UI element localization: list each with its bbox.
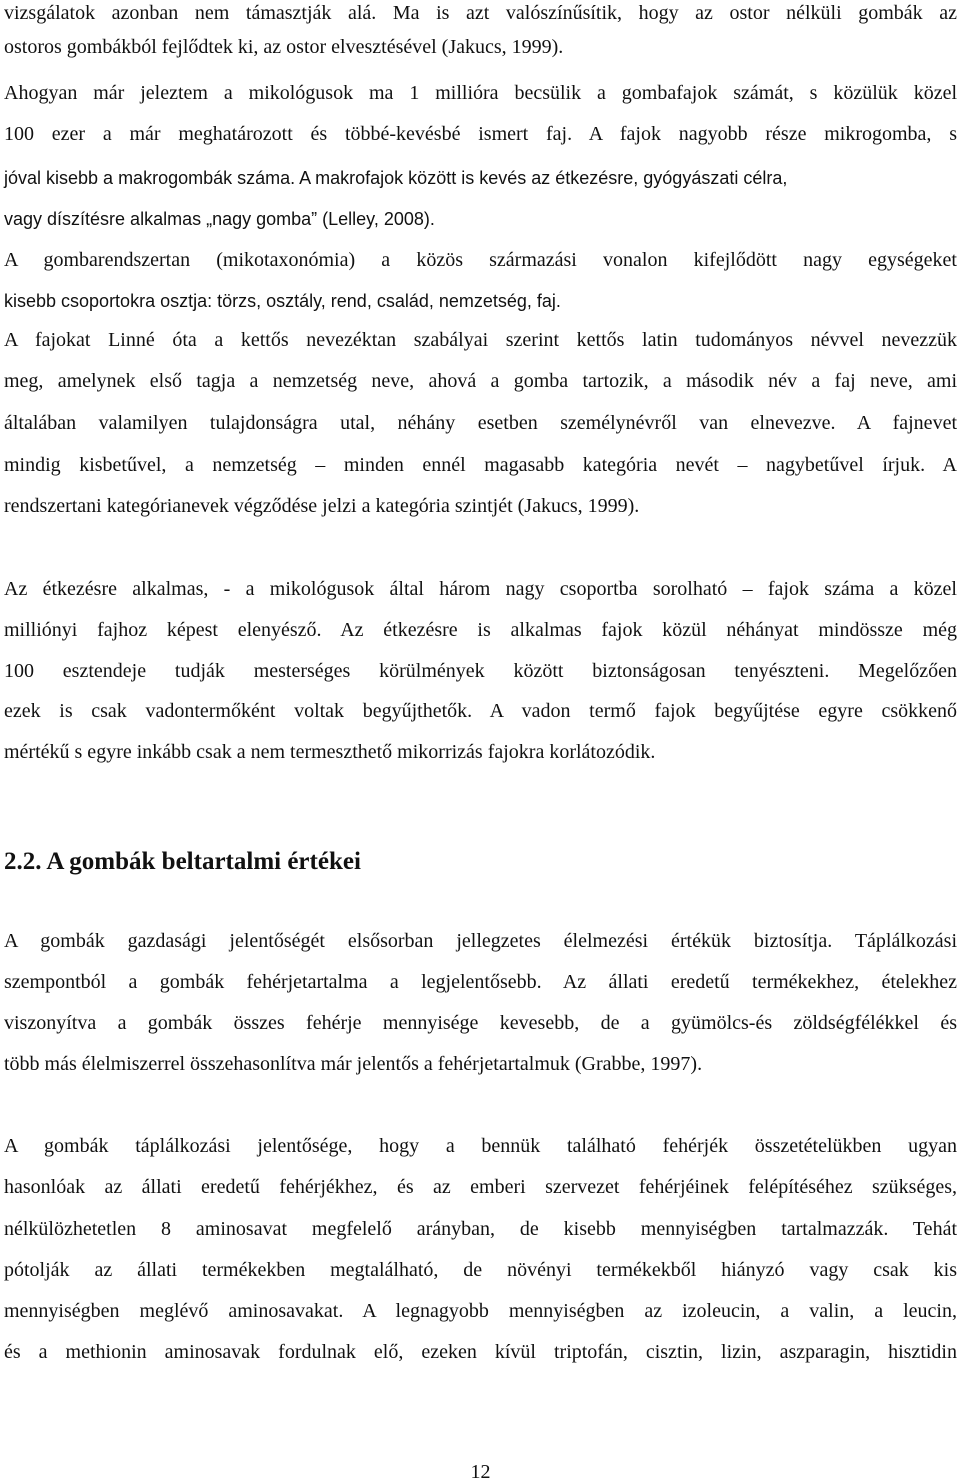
text-line: pótolják az állati termékekben megtalálható, de növényi termékekből hiányzó vagy csak kis xyxy=(4,1259,957,1281)
text-line: mértékű s egyre inkább csak a nem termeszthető mikorrizás fajokra korlátozódik. xyxy=(4,741,656,763)
text-line: mennyiségben meglévő aminosavakat. A legnagyobb mennyiségben az izoleucin, a valin, a leucin, xyxy=(4,1300,957,1322)
text-line: szempontból a gombák fehérjetartalma a legjelentősebb. Az állati eredetű termékekhez, ételekhez xyxy=(4,971,957,993)
text-line: több más élelmiszerrel összehasonlítva már jelentős a fehérjetartalmuk (Grabbe, 1997). xyxy=(4,1053,703,1075)
text-line: viszonyítva a gombák összes fehérje mennyisége kevesebb, de a gyümölcs-és zöldségfélékkel és xyxy=(4,1012,957,1034)
text-line: és a methionin aminosavak fordulnak elő, ezeken kívül triptofán, cisztin, lizin, aszparagin, hisztidin xyxy=(4,1341,957,1363)
text-line: 100 ezer a már meghatározott és többé-kevésbé ismert faj. A fajok nagyobb része mikrogomba, s xyxy=(4,123,957,145)
text-line: milliónyi fajhoz képest elenyésző. Az étkezésre is alkalmas fajok közül néhányat mindössze még xyxy=(4,619,957,641)
page-number: 12 xyxy=(470,1461,491,1483)
text-line: nélkülözhetetlen 8 aminosavat megfelelő arányban, de kisebb mennyiségben tartalmazzák. Tehát xyxy=(4,1218,957,1240)
text-line: 100 esztendeje tudják mesterséges körülmények között biztonságosan tenyészteni. Megelőzően xyxy=(4,660,957,682)
section-heading: 2.2. A gombák beltartalmi értékei xyxy=(4,848,361,875)
text-line: meg, amelynek első tagja a nemzetség neve, ahová a gomba tartozik, a második név a faj neve, ami xyxy=(4,370,957,392)
text-line: vizsgálatok azonban nem támasztják alá. Ma is azt valószínűsítik, hogy az ostor nélküli gombák az xyxy=(4,2,957,24)
text-line: A fajokat Linné óta a kettős nevezéktan szabályai szerint kettős latin tudományos névvel nevezzük xyxy=(4,329,957,351)
text-line: vagy díszítésre alkalmas „nagy gomba” (Lelley, 2008). xyxy=(4,209,435,229)
text-line: ostoros gombákból fejlődtek ki, az ostor elvesztésével (Jakucs, 1999). xyxy=(4,36,564,58)
text-line: kisebb csoportokra osztja: törzs, osztály, rend, család, nemzetség, faj. xyxy=(4,291,561,311)
text-line: A gombák gazdasági jelentőségét elsősorban jellegzetes élelmezési értékük biztosítja. Táplálkozási xyxy=(4,930,957,952)
text-line: Az étkezésre alkalmas, - a mikológusok által három nagy csoportba sorolható – fajok száma a közel xyxy=(4,578,957,600)
text-line: ezek is csak vadontermőként voltak begyűjthetők. A vadon termő fajok begyűjtése egyre csökkenő xyxy=(4,700,957,722)
text-line: Ahogyan már jeleztem a mikológusok ma 1 millióra becsülik a gombafajok számát, s közülük közel xyxy=(4,82,957,104)
text-line: A gombák táplálkozási jelentősége, hogy a bennük található fehérjék összetételükben ugyan xyxy=(4,1135,957,1157)
text-line: mindig kisbetűvel, a nemzetség – minden ennél magasabb kategória nevét – nagybetűvel írjuk. A xyxy=(4,454,957,476)
text-line: rendszertani kategórianevek végződése jelzi a kategória szintjét (Jakucs, 1999). xyxy=(4,495,640,517)
text-line: általában valamilyen tulajdonságra utal, néhány esetben személynévről van elnevezve. A fajnevet xyxy=(4,412,957,434)
text-line: A gombarendszertan (mikotaxonómia) a közös származási vonalon kifejlődött nagy egységeket xyxy=(4,249,957,271)
text-line: hasonlóak az állati eredetű fehérjékhez, és az emberi szervezet fehérjéinek felépítéséhez szükséges, xyxy=(4,1176,957,1198)
text-line: jóval kisebb a makrogombák száma. A makrofajok között is kevés az étkezésre, gyógyászati célra, xyxy=(4,168,788,188)
